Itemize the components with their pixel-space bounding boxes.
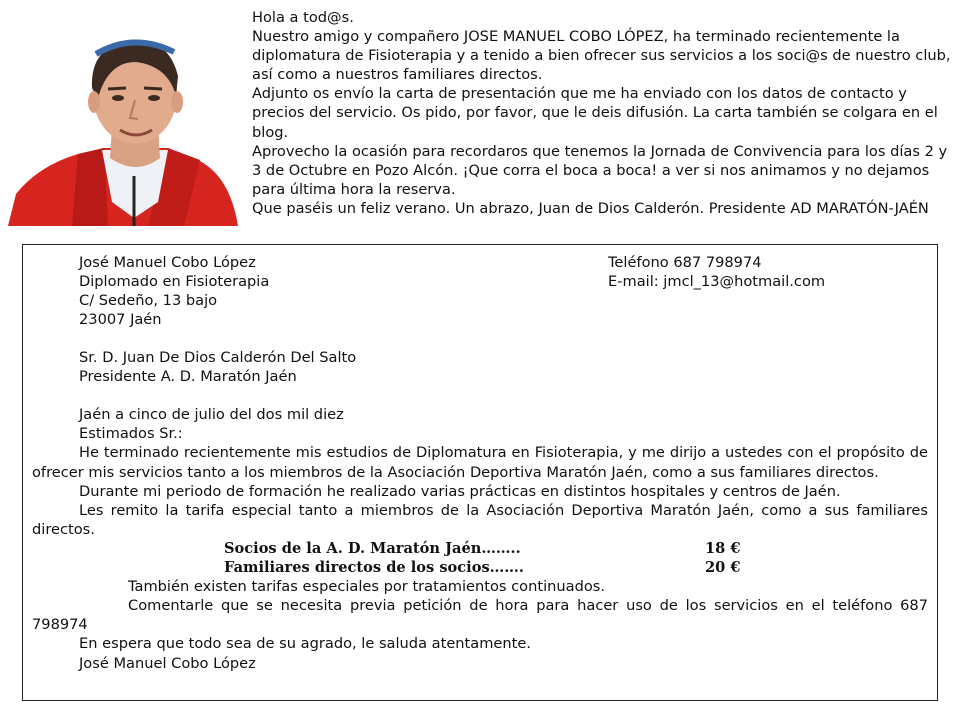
sender-city: 23007 Jaén	[79, 311, 162, 329]
intro-greeting: Hola a tod@s.	[252, 9, 354, 26]
intro-message	[252, 8, 952, 218]
letter-signature: José Manuel Cobo López	[79, 654, 256, 672]
rate-label: Socios de la A. D. Maratón Jaén……..	[224, 539, 521, 557]
letter-paragraph-intro: He terminado recientemente mis estudios de Diplomatura en Fisioterapia, y me dirijo a ustedes con el propósito de ofrecer mis servicios tanto a los miembros de la Asociación Deportiva Maratón Jaén, como a sus familiares directos.	[32, 444, 928, 481]
intro-paragraph-attachment: Adjunto os envío la carta de presentación que me ha enviado con los datos de contacto y precios del servicio. Os pido, por favor, que le deis difusión. La carta también se colgara en el blog.	[252, 85, 938, 141]
recipient-role: Presidente A. D. Maratón Jaén	[79, 368, 297, 386]
letter-closing: En espera que todo sea de su agrado, le saluda atentamente.	[79, 635, 531, 653]
intro-paragraph-event: Aprovecho la ocasión para recordaros que tenemos la Jornada de Convivencia para los días 2 y 3 de Octubre en Pozo Alcón. ¡Que corra el boca a boca! a ver si nos animamos y no dejamos para última hora la reserva.	[252, 142, 948, 198]
rate-row-family	[32, 558, 928, 577]
letter-body	[32, 348, 928, 673]
letter-paragraph-training: Durante mi periodo de formación he realizado varias prácticas en distintos hospitales y centros de Jaén.	[79, 482, 841, 500]
sender-street: C/ Sedeño, 13 bajo	[79, 292, 218, 310]
letter-date: Jaén a cinco de julio del dos mil diez	[79, 406, 344, 424]
letter-paragraph-appointment: Comentarle que se necesita previa petición de hora para hacer uso de los servicios en el teléfono 687 798974	[32, 597, 928, 634]
recipient-name: Sr. D. Juan De Dios Calderón Del Salto	[79, 349, 357, 366]
contact-block	[608, 253, 825, 291]
sender-title: Diplomado en Fisioterapia	[79, 273, 270, 291]
portrait-photo	[8, 26, 240, 226]
letter-paragraph-rates: Les remito la tarifa especial tanto a miembros de la Asociación Deportiva Maratón Jaén, como a sus familiares directos.	[32, 501, 928, 538]
letter-paragraph-special-rates: También existen tarifas especiales por tratamientos continuados.	[128, 578, 606, 596]
rate-label: Familiares directos de los socios…….	[224, 559, 524, 577]
rate-price: 18 €	[705, 539, 741, 557]
rate-price: 20 €	[705, 559, 741, 577]
intro-signoff: Que paséis un feliz verano. Un abrazo, Juan de Dios Calderón. Presidente AD MARATÓN-JAÉN	[252, 199, 929, 217]
sender-name: José Manuel Cobo López	[79, 254, 256, 271]
intro-paragraph-announcement: Nuestro amigo y compañero JOSE MANUEL COBO LÓPEZ, ha terminado recientemente la diplomatura de Fisioterapia y a tenido a bien ofrecer sus servicios a los soci@s de nuestro club, así como a nuestros familiares directos.	[252, 28, 951, 84]
presentation-letter	[22, 244, 938, 701]
letter-greeting: Estimados Sr.:	[79, 425, 183, 443]
rate-row-members	[32, 539, 928, 558]
contact-email: E-mail: jmcl_13@hotmail.com	[608, 273, 826, 291]
sender-block	[79, 253, 269, 329]
contact-phone: Teléfono 687 798974	[608, 254, 762, 271]
